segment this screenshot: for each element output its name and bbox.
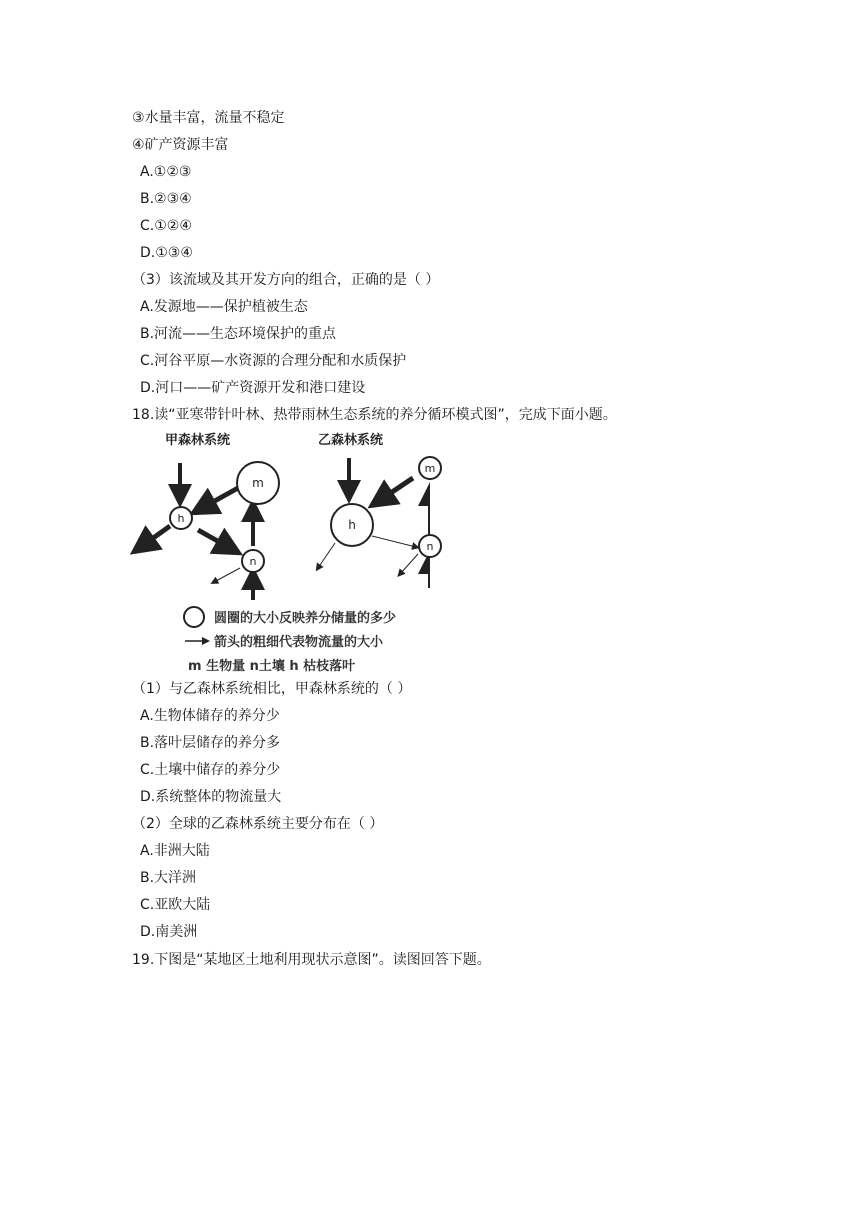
right-node-n: n: [426, 540, 434, 553]
q18-sub2-option-d: D.南美洲: [140, 924, 198, 940]
q17-item-4: ④矿产资源丰富: [132, 137, 229, 153]
q17-item-3: ③水量丰富，流量不稳定: [132, 110, 285, 126]
q18-sub1-option-d: D.系统整体的物流量大: [140, 789, 282, 805]
left-node-m: m: [252, 476, 264, 490]
q18-sub1-option-c: C.土壤中储存的养分少: [140, 762, 281, 778]
figure-legend: [184, 607, 396, 673]
q18-sub1-option-a: A.生物体储存的养分少: [140, 708, 280, 724]
right-node-h: h: [348, 518, 356, 532]
q17-sub3-option-a: A.发源地——保护植被生态: [140, 299, 308, 315]
title-right: 乙森林系统: [318, 433, 384, 448]
q17-option-d: D.①③④: [140, 245, 193, 261]
system-left: [142, 462, 279, 600]
legend-arrow-text: 箭头的粗细代表物流量的大小: [214, 635, 384, 650]
right-system-small-nodes: [410, 448, 450, 568]
legend-circle-text: 圆圈的大小反映养分储量的多少: [214, 611, 397, 626]
q18-sub2-option-b: B.大洋洲: [140, 870, 197, 886]
right-node-m: m: [424, 462, 436, 475]
q18-sub2-option-a: A.非洲大陆: [140, 843, 210, 859]
q17-option-a: A.①②③: [140, 164, 192, 180]
q18-stem: 18.读“亚寒带针叶林、热带雨林生态系统的养分循环模式图”，完成下面小题。: [132, 407, 617, 423]
q17-option-c: C.①②④: [140, 218, 192, 234]
q17-sub3-option-d: D.河口——矿产资源开发和港口建设: [140, 380, 366, 396]
q17-option-b: B.②③④: [140, 191, 192, 207]
left-node-h: h: [177, 512, 185, 525]
q17-sub3-option-b: B.河流——生态环境保护的重点: [140, 326, 337, 342]
q18-sub2-option-c: C.亚欧大陆: [140, 897, 211, 913]
left-node-n: n: [249, 555, 257, 568]
title-left: 甲森林系统: [165, 433, 231, 448]
legend-keys-text: m 生物量 n土壤 h 枯枝落叶: [188, 659, 356, 673]
q18-sub1-stem: （1）与乙森林系统相比，甲森林系统的（ ）: [132, 681, 412, 697]
q18-sub2-stem: （2）全球的乙森林系统主要分布在（ ）: [132, 816, 384, 832]
q18-sub1-option-b: B.落叶层储存的养分多: [140, 735, 281, 751]
q19-stem: 19.下图是“某地区土地利用现状示意图”。读图回答下题。: [132, 952, 491, 968]
nutrient-cycle-figure: [130, 428, 430, 673]
q17-sub3-option-c: C.河谷平原—水资源的合理分配和水质保护: [140, 353, 407, 369]
q17-sub3-stem: （3）该流域及其开发方向的组合，正确的是（ ）: [132, 272, 440, 288]
